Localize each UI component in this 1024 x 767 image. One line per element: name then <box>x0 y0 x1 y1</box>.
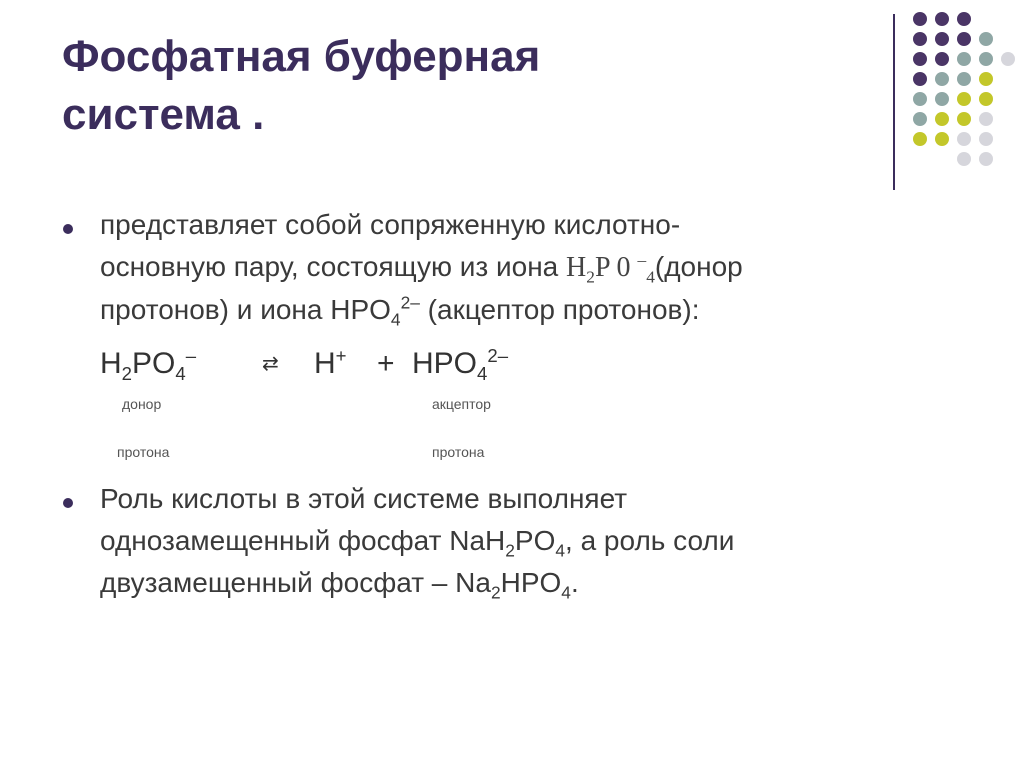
decor-dot <box>979 92 993 106</box>
equilibrium-arrow: ⇄ <box>262 353 279 375</box>
equation-plus: + <box>377 347 395 380</box>
decor-dot <box>935 12 949 26</box>
decor-dot <box>979 152 993 166</box>
decor-dot <box>935 92 949 106</box>
decor-dot <box>935 132 949 146</box>
label-acceptor: акцептор <box>432 396 491 412</box>
decor-dot <box>957 112 971 126</box>
bullet-1-line-1: представляет собой сопряженную кислотно- <box>100 209 681 240</box>
decor-dot <box>979 32 993 46</box>
decor-dot <box>979 112 993 126</box>
label-donor: донор <box>122 396 162 412</box>
decor-dot <box>957 12 971 26</box>
equation-left: $H_2PO_4^-$ <box>100 345 197 384</box>
equation-right: $HPO_4^{2-}$ <box>412 345 509 384</box>
decor-dot <box>913 12 927 26</box>
decor-dot <box>957 152 971 166</box>
decor-dot <box>913 52 927 66</box>
bullet-marker <box>63 224 73 234</box>
decor-dot <box>913 32 927 46</box>
decor-dot <box>957 92 971 106</box>
bullet-1-text <box>100 204 900 331</box>
decor-dot <box>935 32 949 46</box>
decor-dot <box>957 32 971 46</box>
decorative-divider <box>893 14 895 190</box>
decor-dot <box>979 52 993 66</box>
bullet-2-line-2: однозамещенный фосфат $NaH_2PO_4$, а роль соли <box>100 525 735 561</box>
bullet-1-line-3: протонов) и иона $HPO_4^{2-}$ (акцептор протонов): <box>100 292 700 330</box>
decor-dot <box>957 72 971 86</box>
bullet-2-line-1: Роль кислоты в этой системе выполняет <box>100 483 628 514</box>
decor-dot <box>979 72 993 86</box>
bullet-1-line-2: основную пару, состоящую из иона $H_2P$ 0 –$_4$(донор <box>100 250 743 287</box>
decor-dot <box>913 112 927 126</box>
decor-dot <box>935 72 949 86</box>
decor-dot <box>935 52 949 66</box>
decor-dot <box>957 132 971 146</box>
label-proton-right: протона <box>432 444 485 460</box>
title-line-2: система . <box>62 90 265 139</box>
decor-dot <box>1001 52 1015 66</box>
decor-dot <box>913 92 927 106</box>
decor-dot <box>935 112 949 126</box>
ion-h2po4: $H_2P$ 0 –$_4$ <box>566 250 655 287</box>
bullet-marker <box>63 498 73 508</box>
decor-dot <box>979 132 993 146</box>
bullet-2-line-3: двузамещенный фосфат – $Na_2HPO_4$. <box>100 567 579 603</box>
slide-title <box>62 28 822 144</box>
title-line-1: Фосфатная буферная <box>62 32 541 81</box>
bullet-2-text <box>100 478 900 604</box>
decor-dot <box>913 132 927 146</box>
decor-dot <box>913 72 927 86</box>
label-proton-left: протона <box>117 444 170 460</box>
equation-proton: H+ <box>314 345 347 380</box>
decor-dot <box>957 52 971 66</box>
